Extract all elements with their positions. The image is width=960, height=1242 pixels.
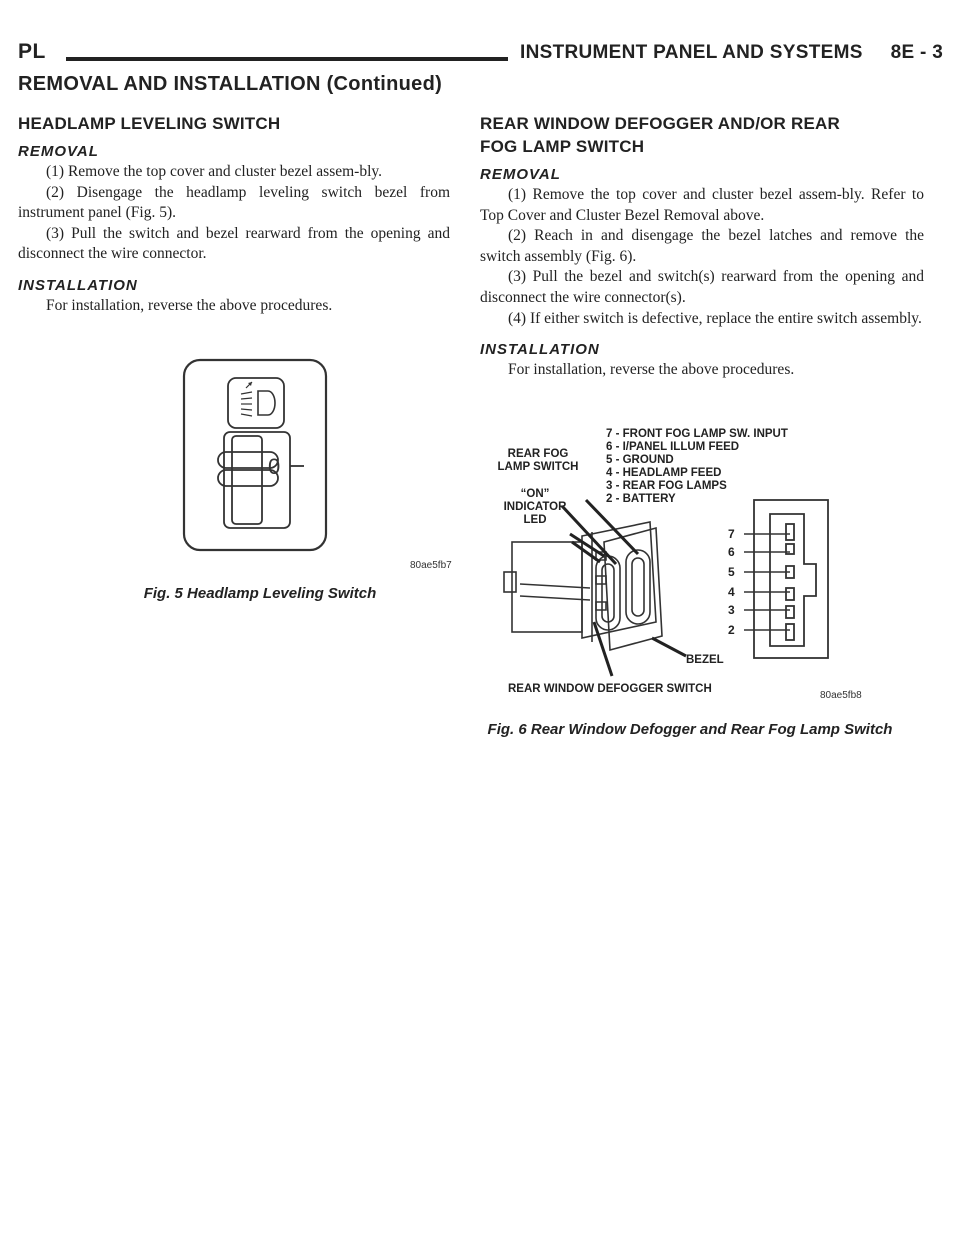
- installation-heading: INSTALLATION: [18, 276, 138, 294]
- pin-label: 5: [728, 565, 735, 579]
- connector-drawing: [754, 500, 828, 658]
- figure-5-code: 80ae5fb7: [410, 560, 452, 571]
- defogger-switch-label: REAR WINDOW DEFOGGER SWITCH: [508, 683, 712, 695]
- pin-label: 4: [728, 585, 735, 599]
- headlamp-leveling-switch-figure: [180, 358, 330, 554]
- legend-item: 4 - HEADLAMP FEED: [606, 467, 722, 479]
- legend-item: 6 - I/PANEL ILLUM FEED: [606, 441, 740, 453]
- bezel-label: BEZEL: [686, 654, 724, 666]
- section-title-defogger: REAR WINDOW DEFOGGER AND/OR REAR FOG LAMP SWITCH: [480, 114, 840, 156]
- installation-heading-right: INSTALLATION: [480, 341, 600, 359]
- rear-fog-lamp-switch-label: REAR FOG LAMP SWITCH: [497, 448, 579, 473]
- step-r1: (1) Remove the top cover and cluster bezel assem-bly. Refer to Top Cover and Cluster Bezel Removal above.: [480, 186, 924, 224]
- pin-label: 7: [728, 527, 735, 541]
- step-r4: (4) If either switch is defective, replace the entire switch assembly.: [508, 309, 922, 327]
- legend-item: 5 - GROUND: [606, 454, 674, 466]
- figure-6-code: 80ae5fb8: [820, 690, 862, 701]
- right-column: [480, 112, 924, 381]
- pin-label: 6: [728, 545, 735, 559]
- installation-text-right: For installation, reverse the above procedures.: [508, 361, 795, 379]
- header-rule: [66, 57, 508, 61]
- legend-item: 2 - BATTERY: [606, 493, 676, 505]
- header-section-code: PL: [18, 40, 46, 63]
- dial-position-zero: 0: [268, 454, 281, 479]
- defogger-fog-switch-figure: [500, 492, 850, 678]
- step-r2: (2) Reach in and disengage the bezel latches and remove the switch assembly (Fig. 6).: [480, 227, 924, 265]
- step-1: (1) Remove the top cover and cluster bezel assem-bly.: [46, 163, 382, 180]
- removal-heading-right: REMOVAL: [480, 166, 561, 183]
- continued-heading: REMOVAL AND INSTALLATION (Continued): [18, 73, 443, 95]
- pin-label: 2: [728, 623, 735, 637]
- left-column: [18, 112, 450, 317]
- legend-item: 3 - REAR FOG LAMPS: [606, 480, 727, 492]
- step-2: (2) Disengage the headlamp leveling switch bezel from instrument panel (Fig. 5).: [18, 183, 450, 222]
- header-title: INSTRUMENT PANEL AND SYSTEMS 8E - 3: [520, 42, 944, 63]
- removal-heading: REMOVAL: [18, 143, 99, 160]
- step-r3: (3) Pull the bezel and switch(s) rearward from the opening and disconnect the wire connector(s).: [480, 268, 924, 306]
- step-3: (3) Pull the switch and bezel rearward from the opening and disconnect the wire connector.: [18, 224, 450, 263]
- pin-label: 3: [728, 603, 735, 617]
- on-indicator-led-label: “ON” INDICATOR LED: [503, 488, 567, 526]
- section-title-headlamp: HEADLAMP LEVELING SWITCH: [18, 114, 281, 133]
- figure-5-caption: Fig. 5 Headlamp Leveling Switch: [143, 585, 377, 602]
- figure-6-caption: Fig. 6 Rear Window Defogger and Rear Fog Lamp Switch: [487, 721, 893, 738]
- installation-text: For installation, reverse the above procedures.: [46, 296, 333, 314]
- headlamp-icon: [241, 382, 275, 416]
- legend-item: 7 - FRONT FOG LAMP SW. INPUT: [606, 428, 788, 440]
